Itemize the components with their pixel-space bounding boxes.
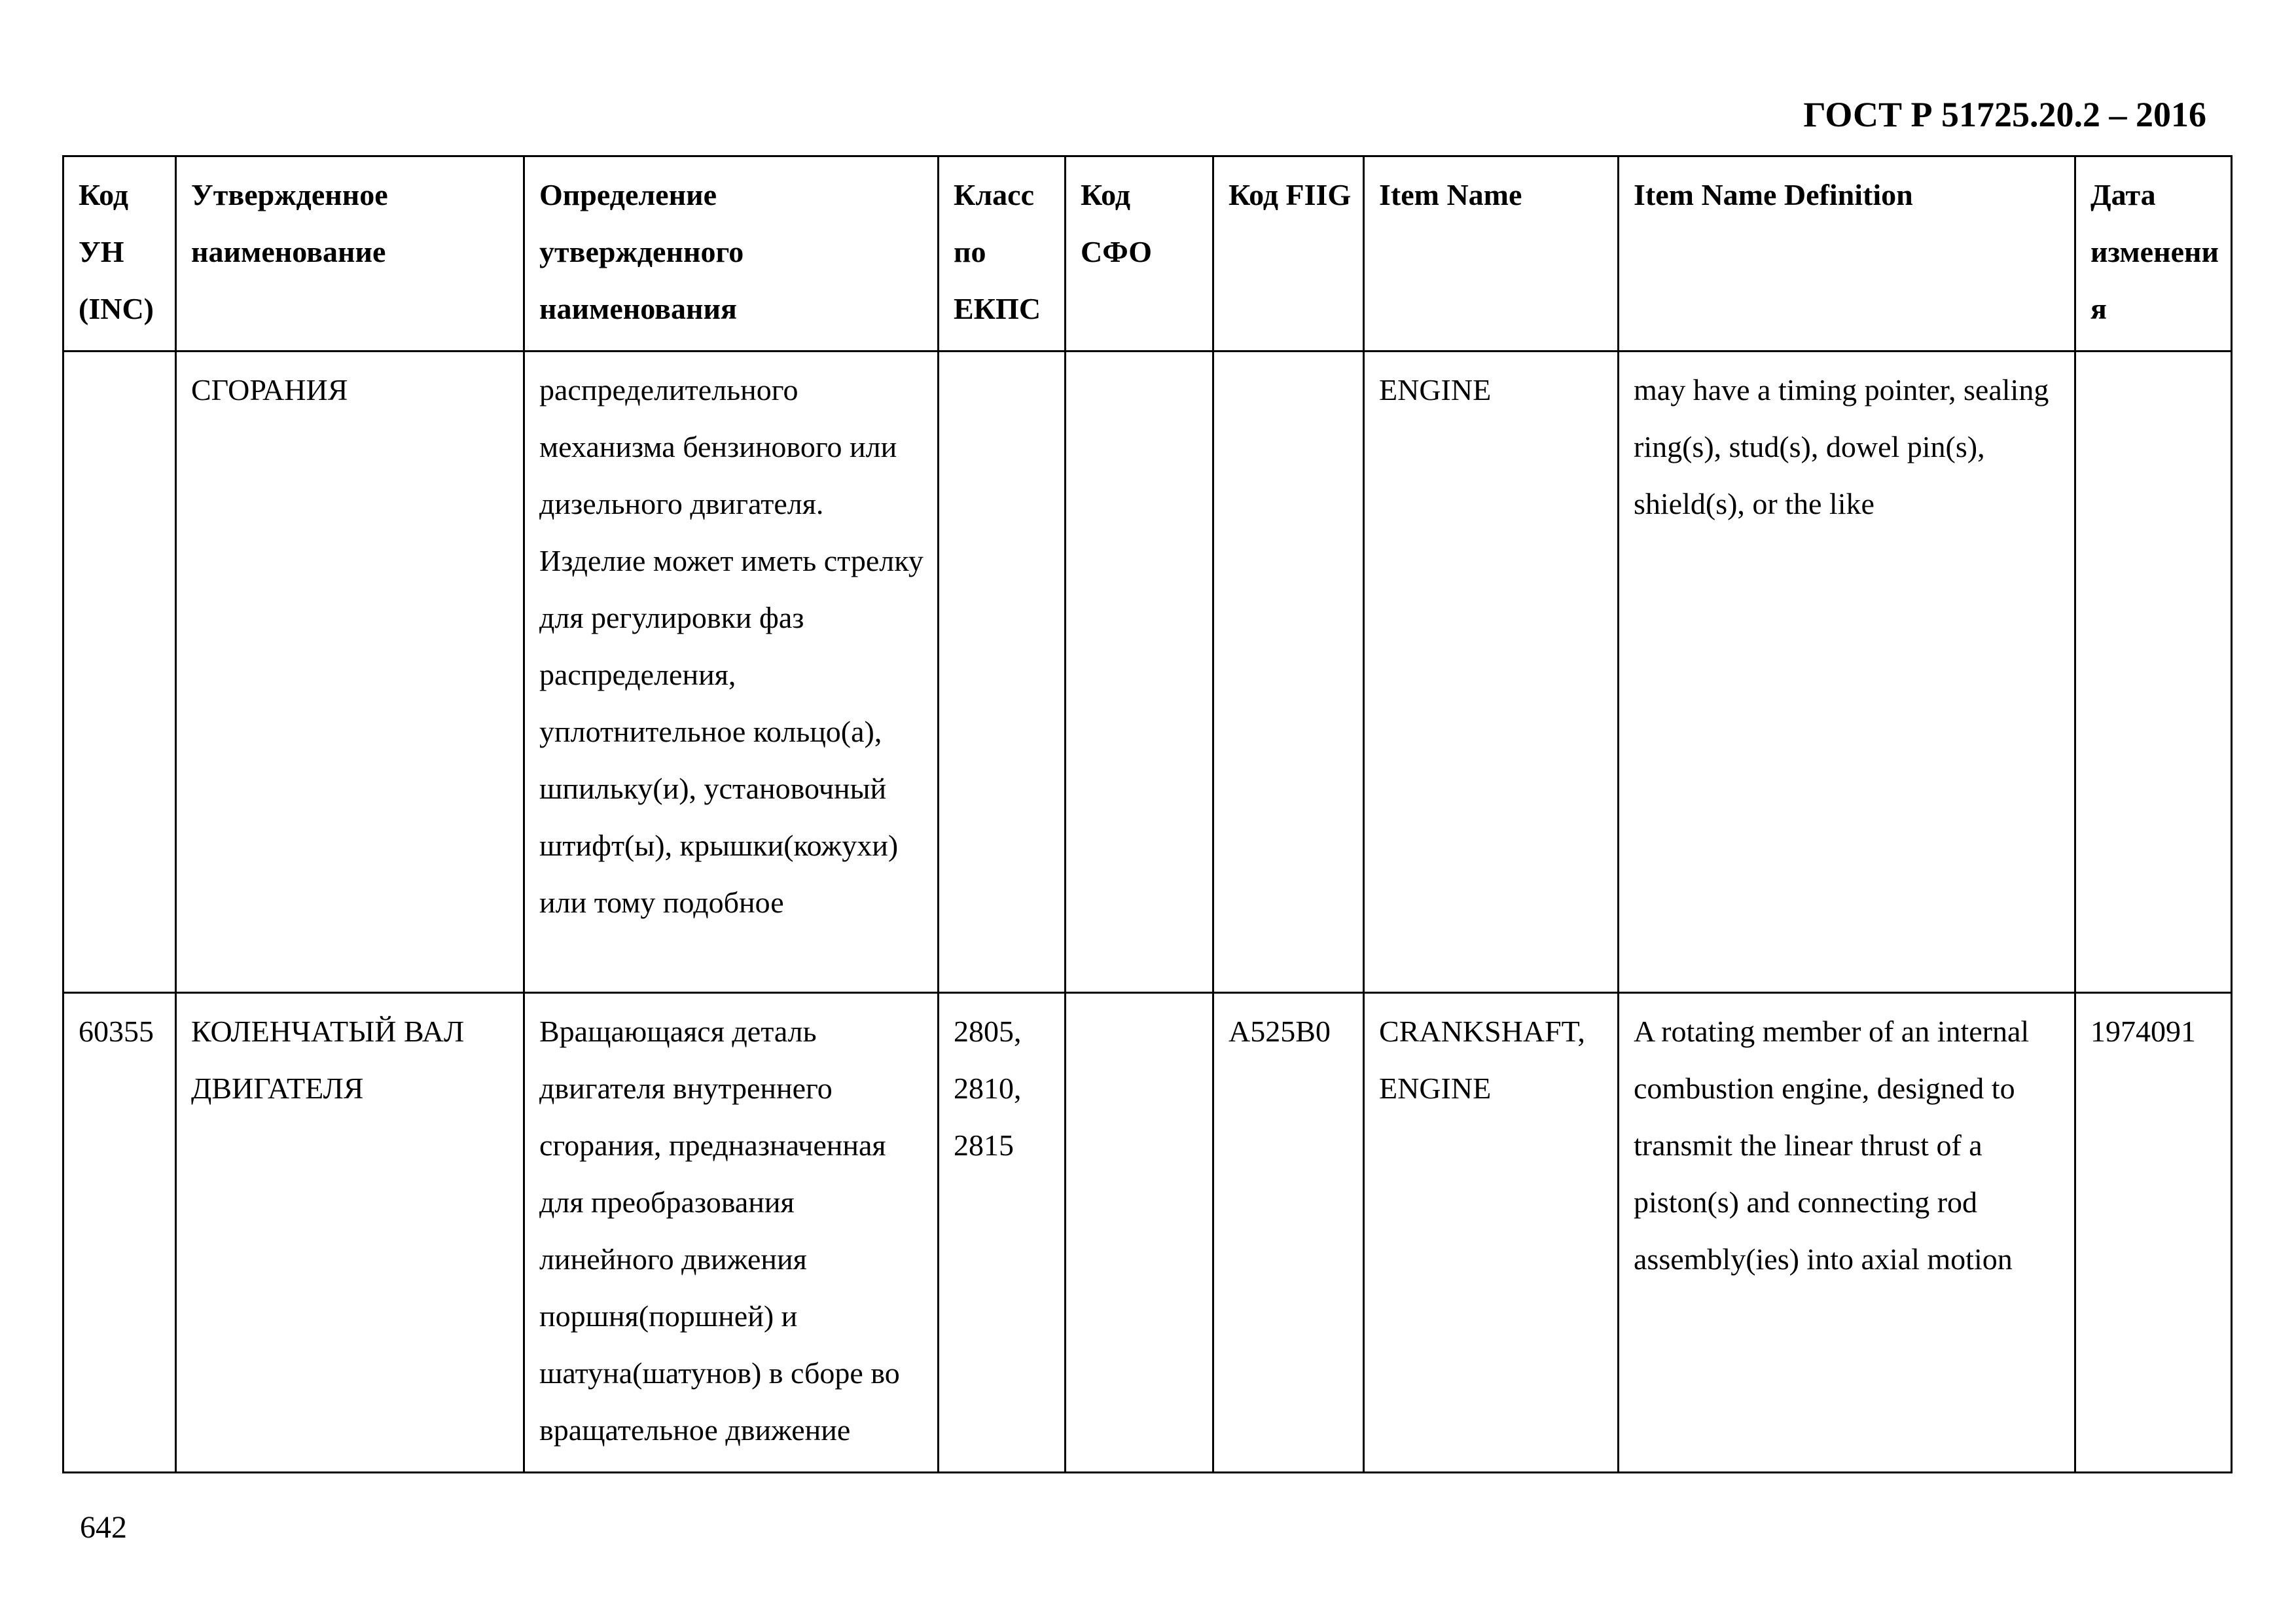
table-row xyxy=(63,993,2232,1473)
table-header-row xyxy=(63,156,2232,352)
column-header-date: Дата изменения xyxy=(2075,156,2232,352)
table-row xyxy=(63,352,2232,993)
cell-definition: Вращающаяся деталь двигателя внутреннего сгорания, предназначенная для преобразования линейного движения поршня(поршней) и шатуна(шатунов) в сборе во вращательное движение xyxy=(524,993,939,1473)
column-header-approved-name: Утвержденное наименование xyxy=(176,156,524,352)
page-number: 642 xyxy=(80,1510,127,1545)
cell-inc: 60355 xyxy=(63,993,176,1473)
column-header-class: Класс по ЕКПС xyxy=(939,156,1066,352)
cell-class: 2805, 2810, 2815 xyxy=(939,993,1066,1473)
document-standard-header: ГОСТ Р 51725.20.2 – 2016 xyxy=(1803,95,2206,134)
cell-date: 1974091 xyxy=(2075,993,2232,1473)
cell-fiig xyxy=(1213,352,1364,993)
catalog-table xyxy=(62,155,2233,1473)
cell-definition: распределительного механизма бензинового или дизельного двигателя. Изделие может иметь стрелку для регулировки фаз распределения, уплотнительное кольцо(а), шпильку(и), установочный штифт(ы), крышки(кожухи) или тому подобное xyxy=(524,352,939,993)
cell-approved-name: СГОРАНИЯ xyxy=(176,352,524,993)
cell-item-name: CRANKSHAFT, ENGINE xyxy=(1364,993,1619,1473)
cell-fiig: A525B0 xyxy=(1213,993,1364,1473)
cell-sfo xyxy=(1066,993,1213,1473)
column-header-item-name-definition: Item Name Definition xyxy=(1619,156,2075,352)
column-header-sfo: Код СФО xyxy=(1066,156,1213,352)
cell-item-name-definition: may have a timing pointer, sealing ring(s), stud(s), dowel pin(s), shield(s), or the like xyxy=(1619,352,2075,993)
column-header-item-name: Item Name xyxy=(1364,156,1619,352)
column-header-definition: Определение утвержденного наименования xyxy=(524,156,939,352)
cell-date xyxy=(2075,352,2232,993)
column-header-inc: Код УН (INC) xyxy=(63,156,176,352)
cell-item-name-definition: A rotating member of an internal combustion engine, designed to transmit the linear thrust of a piston(s) and connecting rod assembly(ies) into axial motion xyxy=(1619,993,2075,1473)
cell-approved-name: КОЛЕНЧАТЫЙ ВАЛ ДВИГАТЕЛЯ xyxy=(176,993,524,1473)
cell-item-name: ENGINE xyxy=(1364,352,1619,993)
column-header-fiig: Код FIIG xyxy=(1213,156,1364,352)
cell-class xyxy=(939,352,1066,993)
cell-inc xyxy=(63,352,176,993)
cell-sfo xyxy=(1066,352,1213,993)
